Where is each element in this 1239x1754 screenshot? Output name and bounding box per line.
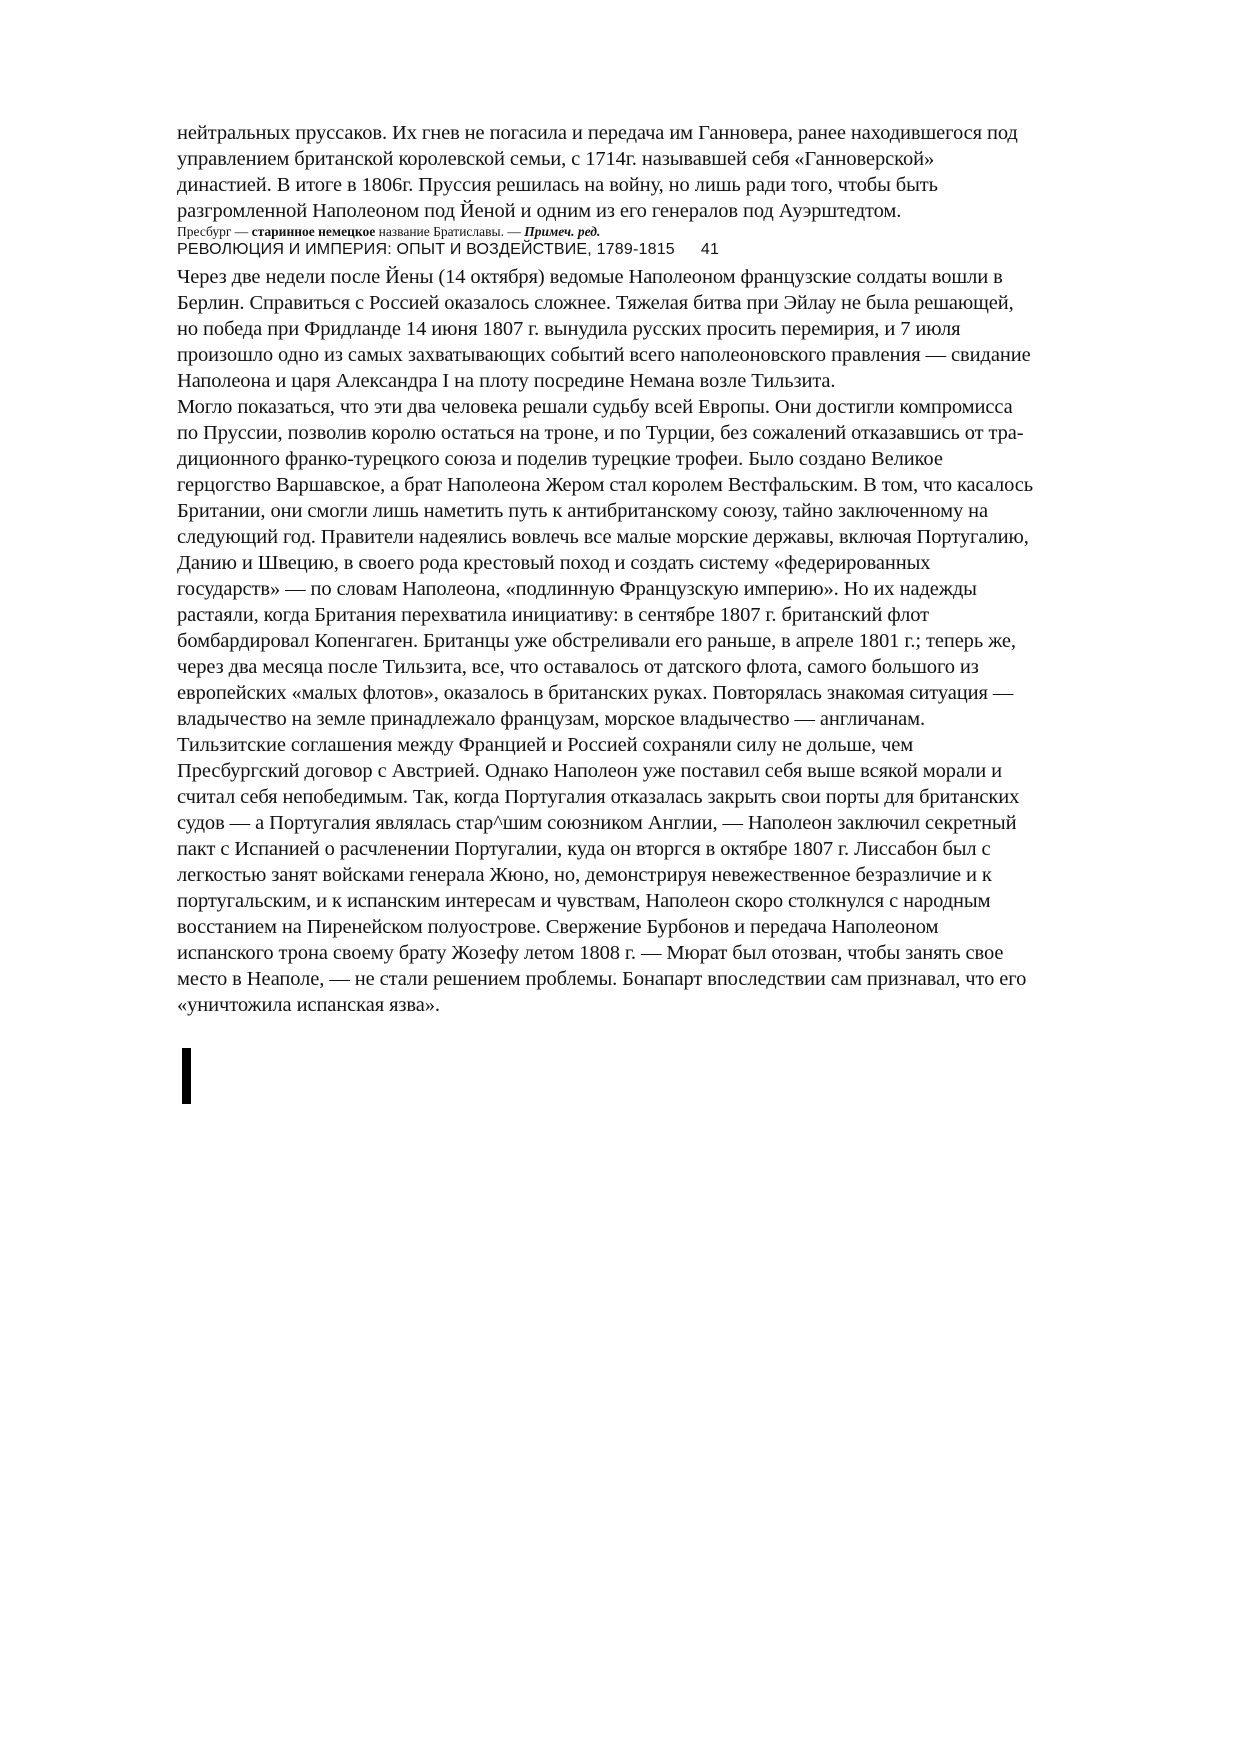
text-line: диционного франко-турецкого союза и поделив турецкие трофеи. Было создано Великое <box>177 448 943 470</box>
text-line: Берлин. Справиться с Россией оказалось сложнее. Тяжелая битва при Эйлау не была решающей, <box>177 292 1014 314</box>
text-line: место в Неаполе, — не стали решением проблемы. Бонапарт впоследствии сам признавал, что его <box>177 968 1027 990</box>
footnote <box>177 224 1162 240</box>
text-line: династией. В итоге в 1806г. Пруссия решилась на войну, но лишь ради того, чтобы быть <box>177 174 938 196</box>
page-content <box>177 120 1162 1018</box>
running-header-title: РЕВОЛЮЦИЯ И ИМПЕРИЯ: ОПЫТ И ВОЗДЕЙСТВИЕ, 1789-1815 <box>177 241 675 258</box>
footnote-bold-text: старинное немецкое <box>251 224 376 239</box>
text-line: считал себя непобедимым. Так, когда Португалия отказалась закрыть свои порты для британских <box>177 786 1020 808</box>
text-line: герцогство Варшавское, а брат Наполеона Жером стал королем Вестфальским. В том, что касалось <box>177 474 1034 496</box>
text-line: бомбардировал Копенгаген. Британцы уже обстреливали его раньше, в апреле 1801 г.; теперь же, <box>177 630 1016 652</box>
text-line: Могло показаться, что эти два человека решали судьбу всей Европы. Они достигли компромисса <box>177 396 1013 418</box>
text-line: пакт с Испанией о расчленении Португалии, куда он вторгся в октябре 1807 г. Лиссабон был с <box>177 838 991 860</box>
paragraph-3 <box>177 394 1162 732</box>
text-line: произошло одно из самых захватывающих событий всего наполеоновского правления — свидание <box>177 344 1031 366</box>
text-line: через два месяца после Тильзита, все, что оставалось от датского флота, самого большого из <box>177 656 979 678</box>
paragraph-4 <box>177 732 1162 1018</box>
footnote-text: название Братиславы. — <box>375 224 525 239</box>
text-line: португальским, и к испанским интересам и чувствам, Наполеон скоро столкнулся с народным <box>177 890 991 912</box>
footnote-text: Пресбург — <box>177 224 252 239</box>
text-line: следующий год. Правители надеялись вовлечь все малые морские державы, включая Португалию, <box>177 526 1029 548</box>
text-line: Данию и Швецию, в своего рода крестовый поход и создать систему «федерированных <box>177 552 931 574</box>
text-line: но победа при Фридланде 14 июня 1807 г. вынудила русских просить перемирия, и 7 июля <box>177 318 961 340</box>
paragraph-1 <box>177 120 1162 224</box>
text-line: растаяли, когда Британия перехватила инициативу: в сентябре 1807 г. британский флот <box>177 604 929 626</box>
text-line: Через две недели после Йены (14 октября) ведомые Наполеоном французские солдаты вошли в <box>177 266 1003 288</box>
text-line: легкостью занят войсками генерала Жюно, но, демонстрируя невежественное безразличие и к <box>177 864 992 886</box>
text-line: нейтральных пруссаков. Их гнев не погасила и передача им Ганновера, ранее находившегося под <box>177 122 1018 144</box>
text-line: по Пруссии, позволив королю остаться на троне, и по Турции, без сожалений отказавшись от тра- <box>177 422 1024 444</box>
text-cursor-bar <box>182 1048 191 1104</box>
text-line: управлением британской королевской семьи, с 1714г. называвшей себя «Ганноверской» <box>177 148 935 170</box>
text-line: владычество на земле принадлежало французам, морское владычество — англичанам. <box>177 708 926 730</box>
text-line: судов — а Португалия являлась стар^шим союзником Англии, — Наполеон заключил секретный <box>177 812 1017 834</box>
text-line: разгромленной Наполеоном под Йеной и одним из его генералов под Ауэрштедтом. <box>177 200 902 222</box>
page-number: 41 <box>700 241 720 258</box>
text-line: европейских «малых флотов», оказалось в британских руках. Повторялась знакомая ситуация — <box>177 682 1014 704</box>
paragraph-2 <box>177 264 1162 394</box>
text-line: Британии, они смогли лишь наметить путь к антибританскому союзу, тайно заключенному на <box>177 500 989 522</box>
text-line: Наполеона и царя Александра I на плоту посредине Немана возле Тильзита. <box>177 370 836 392</box>
footnote-editor-note: Примеч. ред. <box>524 224 601 239</box>
text-line: «уничтожила испанская язва». <box>177 994 440 1016</box>
text-line: испанского трона своему брату Жозефу летом 1808 г. — Мюрат был отозван, чтобы занять свое <box>177 942 1004 964</box>
text-line: Тильзитские соглашения между Францией и Россией сохраняли силу не дольше, чем <box>177 734 914 756</box>
text-line: государств» — по словам Наполеона, «подлинную Французскую империю». Но их надежды <box>177 578 977 600</box>
text-line: Пресбургский договор с Австрией. Однако Наполеон уже поставил себя выше всякой морали и <box>177 760 1003 782</box>
running-header <box>177 240 1162 260</box>
text-line: восстанием на Пиренейском полуострове. Свержение Бурбонов и передача Наполеоном <box>177 916 939 938</box>
